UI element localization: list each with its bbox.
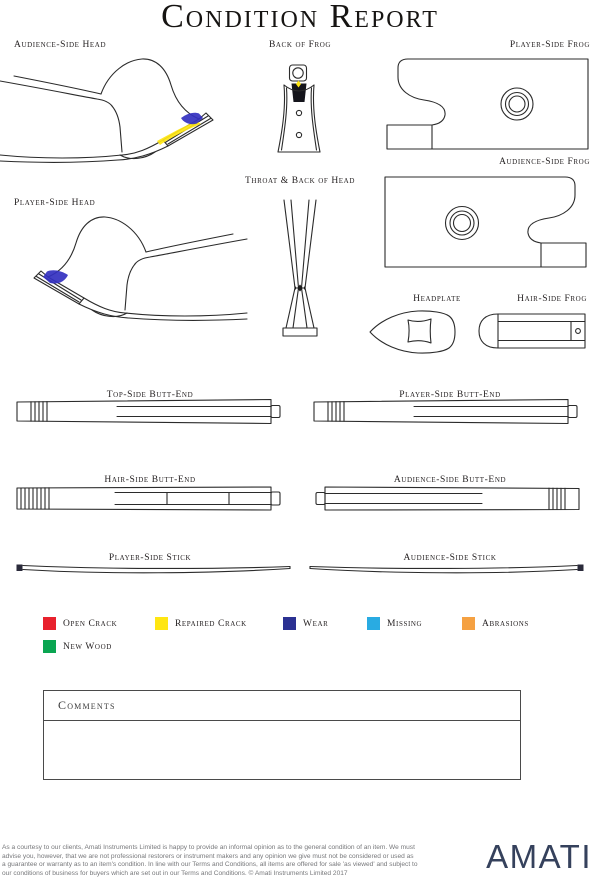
footer-line: advise you, however, that we are not professional restorers or instrument makers and any opinion we give must not be considered or used as [2,852,414,860]
player-side-stick-diagram [14,561,292,577]
audience-side-stick-diagram [308,561,586,577]
comments-label: Comments [58,698,116,712]
throat-tick-left [295,286,298,291]
player-side-frog-diagram [385,57,590,152]
label-audience-side-frog: Audience-Side Frog [499,157,590,167]
label-audience-side-stick: Audience-Side Stick [403,553,497,563]
label-top-side-butt-end: Top-Side Butt-End [106,390,194,400]
wear-mark [43,270,68,283]
legend-item-open-crack [43,617,117,630]
legend-swatch [43,640,56,653]
label-audience-side-butt-end: Audience-Side Butt-End [393,475,507,485]
frog-eye [446,207,479,240]
legend-label: Wear [303,618,329,629]
throat-back-of-head-diagram [275,200,325,340]
comments-box [43,690,521,780]
legend-item-repaired-crack [155,617,247,630]
legend-item-wear [283,617,328,630]
legend-swatch [462,617,475,630]
frog-eye [501,88,533,120]
legend-swatch [283,617,296,630]
stick-headplate-mark [17,565,23,572]
label-hair-side-frog: Hair-Side Frog [517,294,587,304]
footer-line: a guarantee or warranty as to an item's condition. In line with our Terms and Conditions, all items are offered for sale 'as viewed' and subject to [2,861,418,869]
legend-swatch [367,617,380,630]
legend-label: Repaired Crack [175,618,247,629]
label-player-side-head: Player-Side Head [14,198,96,208]
legend-label: Abrasions [482,618,529,629]
legend-item-missing [367,617,422,630]
hair-side-frog-diagram [476,312,588,350]
repaired-crack-mark [157,121,201,145]
label-headplate: Headplate [413,294,461,304]
audience-side-head-diagram [0,55,230,175]
label-player-side-butt-end: Player-Side Butt-End [399,390,501,400]
label-hair-side-butt-end: Hair-Side Butt-End [104,475,196,485]
label-back-of-frog: Back of Frog [268,40,332,50]
legend-item-abrasions [462,617,529,630]
audience-side-butt-end-diagram [312,485,582,513]
footer-disclaimer [2,844,454,878]
legend-label: Open Crack [63,618,118,629]
legend-swatch [43,617,56,630]
footer-line: As a courtesy to our clients, Amati Instruments Limited is happy to provide an informal opinion as to the general condition of an item. We must [2,844,415,851]
amati-logo: AMATI [486,838,592,875]
stick-headplate-mark [578,565,584,572]
throat-tick-right [303,286,306,291]
wear-mark [181,113,203,124]
legend-label: Missing [387,618,423,629]
comments-input-area[interactable] [44,721,520,779]
audience-side-frog-diagram [383,175,588,270]
label-throat-back-of-head: Throat & Back of Head [245,176,355,186]
label-player-side-frog: Player-Side Frog [509,40,590,50]
label-audience-side-head: Audience-Side Head [14,40,107,50]
top-side-butt-end-diagram [15,398,285,426]
headplate-diagram [368,306,458,356]
hair-side-butt-end-diagram [15,485,285,513]
player-side-butt-end-diagram [312,398,582,426]
legend-swatch [155,617,168,630]
player-side-head-diagram [12,213,252,333]
label-player-side-stick: Player-Side Stick [108,553,192,563]
page-title: Condition Report [161,0,439,35]
legend-label: New Wood [63,641,112,652]
footer-line: our conditions of business for buyers which are set out in our Terms and Conditions. © Amati Instruments Limited 2017 [2,869,348,877]
back-of-frog-diagram [276,64,322,156]
comments-header [44,691,520,721]
legend-item-new-wood [43,640,112,653]
